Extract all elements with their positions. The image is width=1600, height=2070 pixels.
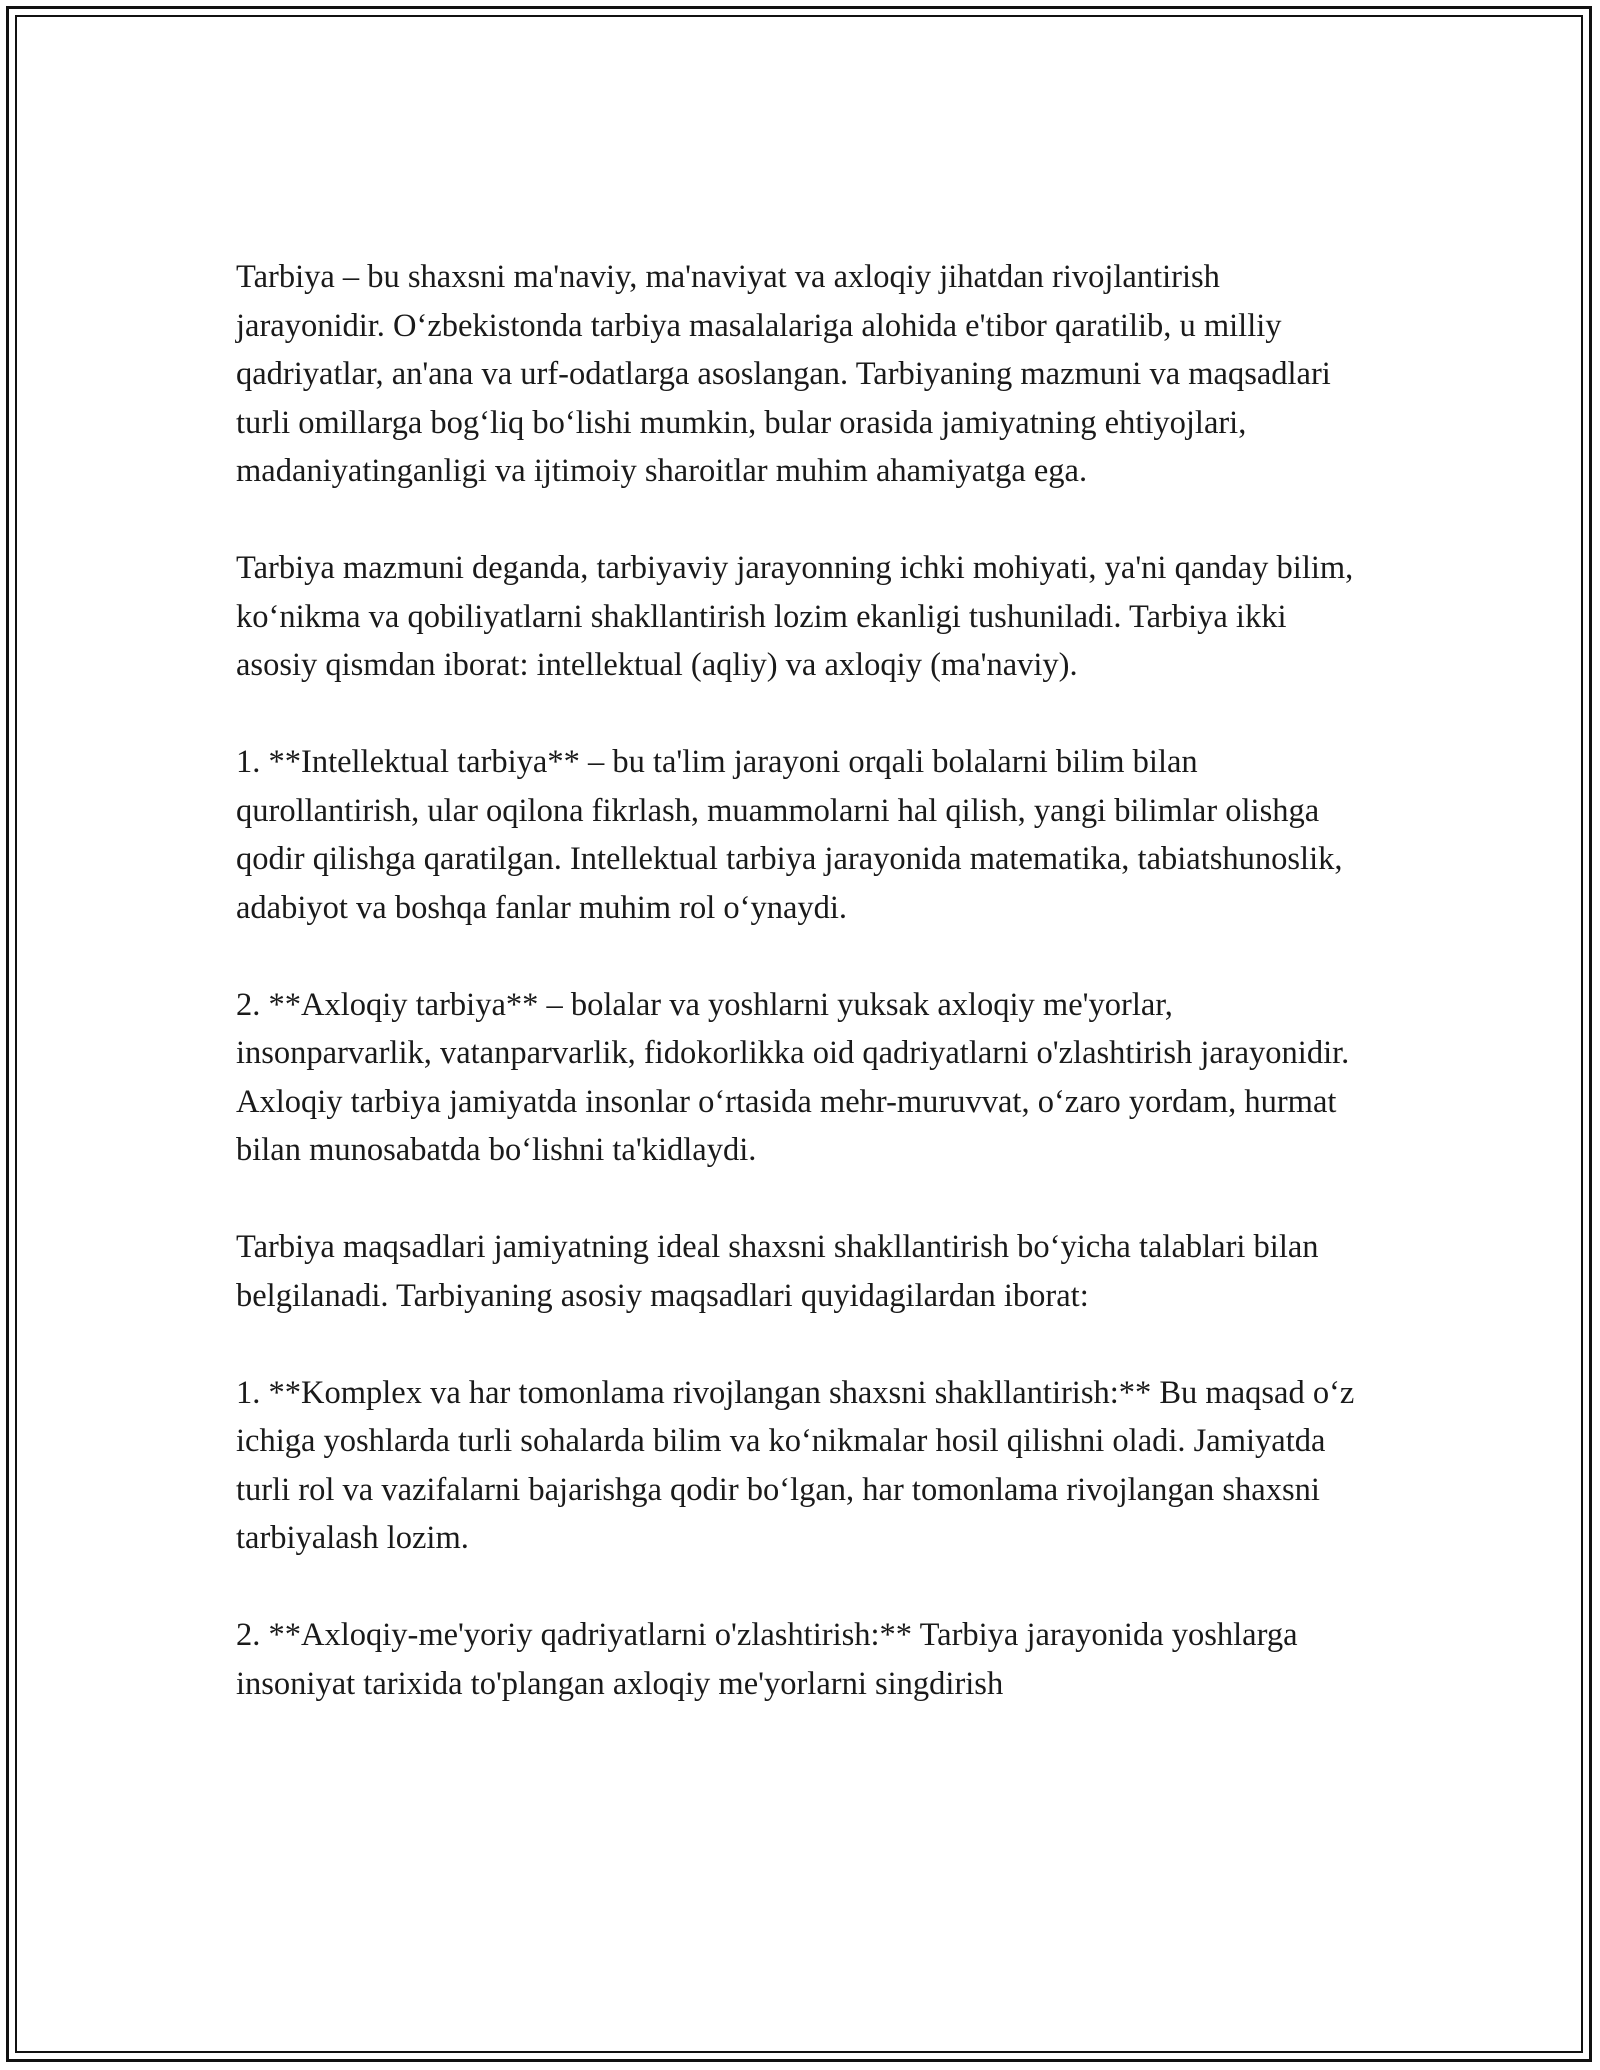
document-body xyxy=(236,253,1366,1708)
paragraph-intellectual-education: 1. **Intellektual tarbiya** – bu ta'lim jarayoni orqali bolalarni bilim bilan qurollantirish, ular oqilona fikrlash, muammolarni hal qilish, yangi bilimlar olishga qodir qilishga qaratilgan. Intellektual tarbiya jarayonida matematika, tabiatshunoslik, adabiyot va boshqa fanlar muhim rol o‘ynaydi. xyxy=(236,744,1343,926)
paragraph-moral-education: 2. **Axloqiy tarbiya** – bolalar va yoshlarni yuksak axloqiy me'yorlar, insonparvarlik, vatanparvarlik, fidokorlikka oid qadriyatlarni o'zlashtirish jarayonidir. Axloqiy tarbiya jamiyatda insonlar o‘rtasida mehr-muruvvat, o‘zaro yordam, hurmat bilan munosabatda bo‘lishni ta'kidlaydi. xyxy=(236,986,1350,1168)
paragraph-intro: Tarbiya – bu shaxsni ma'naviy, ma'naviyat va axloqiy jihatdan rivojlantirish jarayonidir. O‘zbekistonda tarbiya masalalariga alohida e'tibor qaratilib, u milliy qadriyatlar, an'ana va urf-odatlarga asoslangan. Tarbiyaning mazmuni va maqsadlari turli omillarga bog‘liq bo‘lishi mumkin, bular orasida jamiyatning ehtiyojlari, madaniyatinganligi va ijtimoiy sharoitlar muhim ahamiyatga ega. xyxy=(236,259,1331,489)
paragraph-goals-intro: Tarbiya maqsadlari jamiyatning ideal shaxsni shakllantirish bo‘yicha talablari bilan belgilanadi. Tarbiyaning asosiy maqsadlari quyidagilardan iborat: xyxy=(236,1229,1319,1314)
paragraph-goal-moral-values: 2. **Axloqiy-me'yoriy qadriyatlarni o'zlashtirish:** Tarbiya jarayonida yoshlarga insoniyat tarixida to'plangan axloqiy me'yorlarni singdirish xyxy=(236,1617,1298,1702)
paragraph-content-definition: Tarbiya mazmuni deganda, tarbiyaviy jarayonning ichki mohiyati, ya'ni qanday bilim, ko‘nikma va qobiliyatlarni shakllantirish lozim ekanligi tushuniladi. Tarbiya ikki asosiy qismdan iborat: intellektual (aqliy) va axloqiy (ma'naviy). xyxy=(236,550,1354,683)
paragraph-goal-complex-personality: 1. **Komplex va har tomonlama rivojlangan shaxsni shakllantirish:** Bu maqsad o‘z ichiga yoshlarda turli sohalarda bilim va ko‘nikmalar hosil qilishni oladi. Jamiyatda turli rol va vazifalarni bajarishga qodir bo‘lgan, har tomonlama rivojlangan shaxsni tarbiyalash lozim. xyxy=(236,1374,1355,1556)
